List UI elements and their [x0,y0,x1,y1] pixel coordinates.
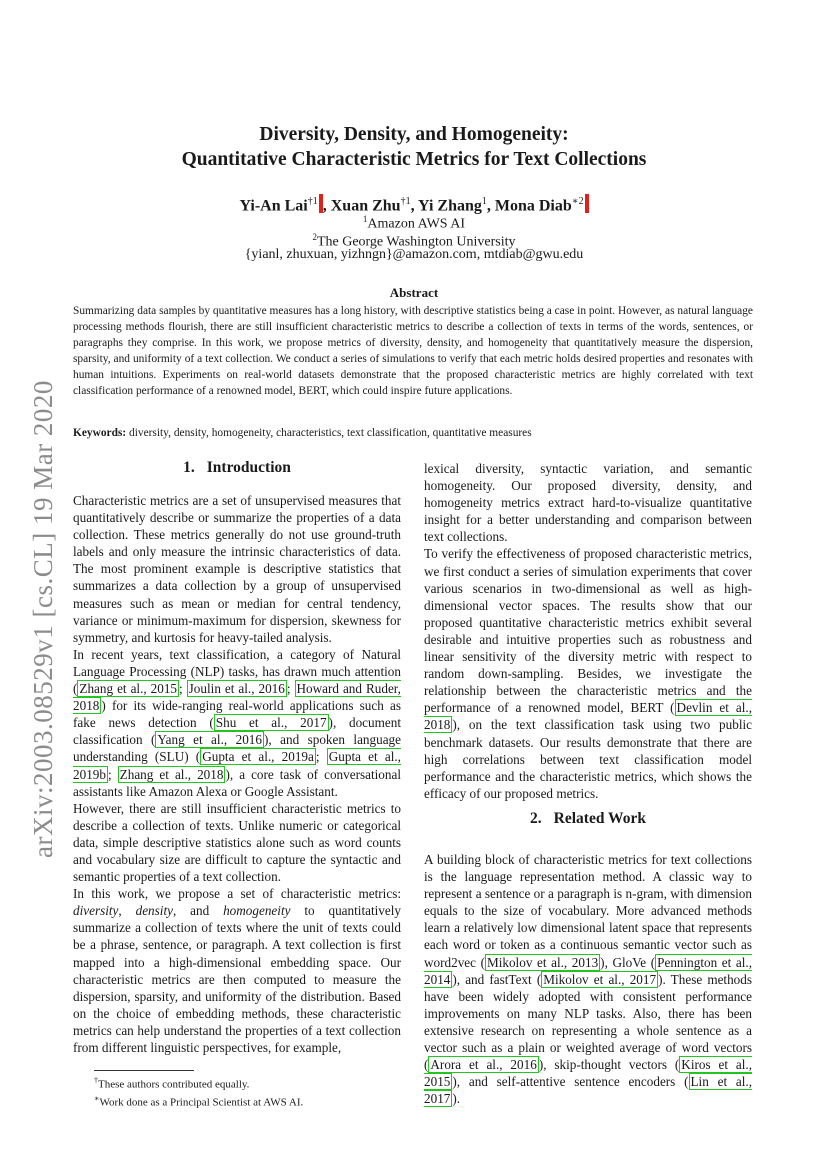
paper-title [70,122,758,172]
paragraph: In recent years, text classification, a category of Natural Language Processing (NLP) tasks, has drawn much attention ( Zhang et al., 2015 ; Joulin et al., 2016 ; Howard and Ruder, 2018 ) for its wide-ranging real-world applications such as fake news detection ( Shu et al., 2017 ), document classification ( Yang et al., 2016 ), and spoken language understanding (SLU) ( Gupta et al., 2019a ; Gupta et al., 2019b ; Zhang et al., 2018 ), a core task of conversational assistants like Amazon Alexa or Google Assistant. [73,646,402,799]
author-mark: †1 [400,196,411,207]
citation-link[interactable]: Mikolov et al., 2013 [486,954,599,970]
affiliation-mark: 1 [362,214,368,224]
citation-link[interactable]: Devlin et al., 2018 [424,700,752,733]
author-emails: {yianl, zhuxuan, yizhngn}@amazon.com, mtdiab@gwu.edu [244,247,584,262]
right-column-top [424,460,752,802]
citation-link[interactable]: Zhang et al., 2018 [119,766,224,782]
citation-link[interactable]: Lin et al., 2017 [424,1074,752,1107]
left-column [73,492,401,1056]
citation-link[interactable]: Pennington et al., 2014 [424,954,752,987]
author-name: Xuan Zhu [330,197,401,215]
citation-link[interactable]: Mikolov et al., 2017 [543,971,657,987]
section-heading-related-work [424,810,752,828]
section-title: Related Work [553,810,646,827]
keywords-text: diversity, density, homogeneity, characteristics, text classification, quantitative measures [129,427,532,439]
affiliation-text: The George Washington University [316,234,516,250]
author-name: Yi Zhang [417,197,482,215]
citation-link[interactable]: Arora et al., 2016 [430,1057,537,1073]
affiliation-mark: 2 [312,232,317,242]
author-mark: †1 [307,196,318,207]
keywords-label: Keywords: [73,427,127,439]
citation-link[interactable]: Howard and Ruder, 2018 [73,681,401,714]
paragraph: However, there are still insufficient characteristic metrics to describe a collection of texts. Unlike numeric or categorical data, simple descriptive statistics alone such as word counts and vocabulary size are difficult to capture the syntactic and semantic properties of a text collection. [73,800,401,885]
arxiv-side-stamp [20,280,60,860]
author-name: Mona Diab [494,197,572,215]
paragraph: Characteristic metrics are a set of unsupervised measures that quantitatively describe or summarize the properties of a data collection. These metrics generally do not use ground-truth labels and only measure the intrinsic characteristics of data. The most prominent example is descriptive statistics that summarizes a data collection by a group of unsupervised measures such as mean or median for central tendency, variance or minimum-maximum for dispersion, skewness for symmetry, and kurtosis for heavy-tailed analysis. [73,493,401,645]
abstract-heading: Abstract [389,285,439,300]
paragraph: In this work, we propose a set of characteristic metrics: diversity, density, and homogeneity to quantitatively summarize a collection of texts where the unit of texts could be a phrase, sentence, or paragraph. A text collection is first mapped into a high-dimensional embedding space. Our characteristic metrics are then computed to measure the dispersion, sparsity, and uniformity of the distribution. Based on the choice of embedding methods, these characteristic metrics can help understand the properties of a text collection from different linguistic perspectives, for example, [73,886,402,1055]
citation-link[interactable]: Shu et al., 2017 [215,715,327,731]
citation-link[interactable]: Zhang et al., 2015 [79,681,178,697]
section-title: Introduction [206,459,291,476]
author-list: Yi-An Lai$^{\dagger 1}$ , Xuan Zhu$^{\dagger 1}$, Yi Zhang$^1$, Mona Diab$^{∗2}$ [70,192,758,216]
paragraph: A building block of characteristic metrics for text collections is the language representation method. A classic way to represent a sentence or a paragraph is n-gram, with dimension equals to the size of vocabulary. More advanced methods learn a relatively low dimensional latent space that represents each word or token as a continuous semantic vector such as word2vec ( Mikolov et al., 2013 ), GloVe ( Pennington et al., 2014 ), and fastText ( Mikolov et al., 2017 ). These methods have been widely adopted with consistent performance improvements on many NLP tasks. Also, there has been extensive research on representing a whole sentence as a vector such as a plain or weighted average of word vectors ( Arora et al., 2016 ), skip-thought vectors ( Kiros et al., 2015 ), and self-attentive sentence encoders ( Lin et al., 2017 ). [424,852,753,1107]
citation-link[interactable]: Gupta et al., 2019a [202,749,314,765]
section-number: 1. [183,459,195,476]
affiliation-text: Amazon AWS AI [367,216,466,232]
footnote: ∗Work done as a Principal Scientist at AWS AI. [94,1093,304,1109]
author-mark: 1 [481,196,487,207]
citation-link[interactable]: Joulin et al., 2016 [188,681,285,697]
abstract-body: Summarizing data samples by quantitative measures has a long history, with descriptive statistics being a case in point. However, as natural language processing methods flourish, there are still insufficient characteristic metrics to describe a collection of texts in terms of the words, sentences, or paragraphs they comprise. In this work, we propose metrics of diversity, density, and homogeneity that quantitatively measure the dispersion, sparsity, and uniformity of a text collection. We conduct a series of simulations to verify that each metric holds desired properties and resonates with human intuitions. Experiments on real-world datasets demonstrate that the proposed characteristic metrics are highly correlated with text classification performance of a renowned model, BERT, which could inspire future applications. [73,305,753,398]
citation-link[interactable]: Kiros et al., 2015 [424,1057,752,1090]
arxiv-id-text: arXiv:2003.08529v1 [cs.CL] 19 Mar 2020 [28,380,58,858]
title-line-2: Quantitative Characteristic Metrics for Text Collections [181,149,647,170]
keywords [73,425,753,441]
footnotes [94,1074,303,1109]
author-mark: ∗2 [571,196,584,207]
section-number: 2. [530,810,542,827]
paragraph: To verify the effectiveness of proposed characteristic metrics, we first conduct a series of simulation experiments that cover various scenarios in two-dimensional as well as high-dimensional vector spaces. The results show that our proposed quantitative characteristic metrics exhibit several desirable and intuitive properties such as robustness and linear sensitivity of the diversity metric with respect to random down-sampling. Besides, we investigate the relationship between the characteristic metrics and the performance of a renowned model, BERT ( Devlin et al., 2018 ), on the text classification task using two public benchmark datasets. Our results demonstrate that there are high correlations between text classification model performance and the characteristic metrics, which shows the efficacy of our proposed metrics. [424,546,752,801]
footnote: †These authors contributed equally. [94,1076,250,1091]
title-line-1: Diversity, Density, and Homogeneity: [259,124,569,145]
right-column-bottom [424,851,752,1107]
footnote-rule [94,1070,194,1071]
paragraph: lexical diversity, syntactic variation, and semantic homogeneity. Our proposed diversity, density, and homogeneity metrics extract hard-to-visualize quantitative insight for a better understanding and comparison between text collections. [424,461,752,545]
citation-link[interactable]: Yang et al., 2016 [157,732,262,748]
author-name: Yi-An Lai [239,197,308,215]
section-heading-introduction [73,459,401,477]
citation-link[interactable]: Gupta et al., 2019b [73,749,401,782]
